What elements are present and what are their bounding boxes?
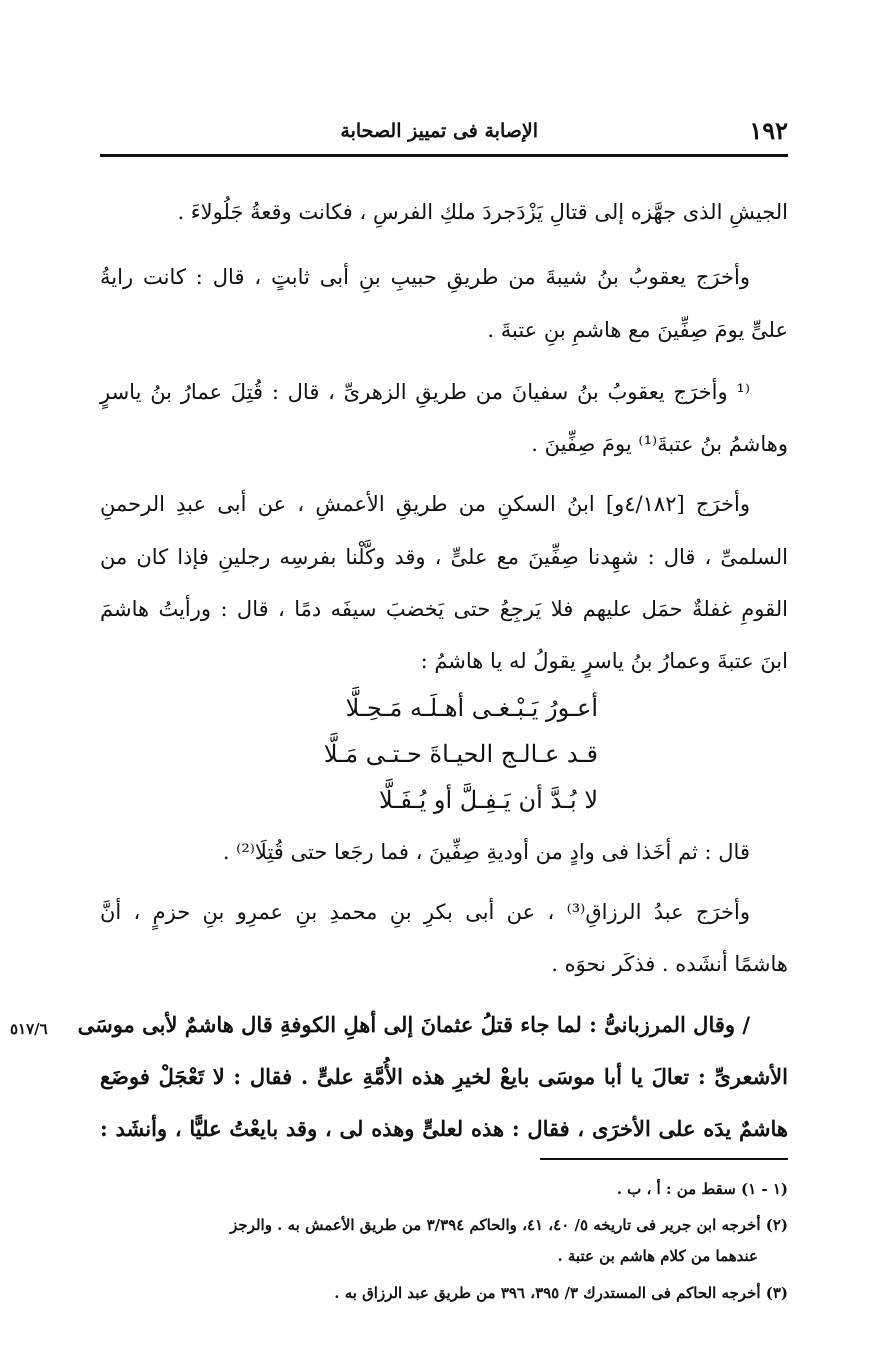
text-line: وأخرَج عبدُ الرزاقِ⁽³⁾ ، عن أبى بكرِ بنِ محمدِ بنِ عمرِو بنِ حزمٍ ، أنَّ bbox=[100, 900, 750, 924]
footnote: (٣) أخرجه الحاكم فى المستدرك ٣/ ٣٩٥، ٣٩٦ من طريق عبد الرزاق به . bbox=[334, 1284, 788, 1302]
footnote: عندهما من كلام هاشم بن عتبة . bbox=[557, 1247, 758, 1265]
text-line: / وقال المرزبانىُّ : لما جاء قتلُ عثمانَ إلى أهلِ الكوفةِ قال هاشمٌ لأبى موسَى bbox=[77, 1012, 750, 1037]
running-title: الإصابة فى تمييز الصحابة bbox=[340, 120, 538, 142]
text-line: الجيشِ الذى جهَّزه إلى قتالِ يَزْدَجردَ ملكِ الفرسِ ، فكانت وقعةُ جَلُولاءَ . bbox=[177, 200, 788, 224]
poem-verse: لا بُـدَّ أن يَـفِـلَّ أو يُـفَـلَّا bbox=[379, 786, 598, 814]
text-line: ابنَ عتبةَ وعمارُ بنُ ياسرٍ يقولُ له يا هاشمُ : bbox=[420, 649, 788, 673]
margin-reference: ٥١٧/٦ bbox=[10, 1020, 48, 1038]
footnote: (٢) أخرجه ابن جرير فى تاريخه ٥/ ٤٠، ٤١، والحاكم ٣/٣٩٤ من طريق الأعمش به . والرجز bbox=[230, 1216, 788, 1234]
text-line: هاشمًا أنشَده . فذكَر نحوَه . bbox=[551, 952, 788, 976]
text-line: ⁽¹ وأخرَج يعقوبُ بنُ سفيانَ من طريقِ الزهرىِّ ، قال : قُتِلَ عمارُ بنُ ياسرٍ bbox=[100, 380, 750, 404]
text-line: علىٍّ يومَ صِفِّينَ مع هاشمِ بنِ عتبةَ . bbox=[487, 318, 788, 342]
text-line: وهاشمُ بنُ عتبةَ⁽¹⁾ يومَ صِفِّينَ . bbox=[531, 432, 788, 456]
page-number: ١٩٢ bbox=[749, 116, 788, 145]
text-line: هاشمٌ يدَه على الأخرَى ، فقال : هذه لعلىٍّ وهذه لى ، وقد بايعْتُ عليًّا ، وأنشَد : bbox=[100, 1116, 788, 1141]
text-line: السلمىِّ ، قال : شهِدنا صِفِّينَ مع علىٍّ ، وقد وكَّلْنا بفرسِه رجلينِ فإذا كان من bbox=[100, 545, 788, 569]
header-rule bbox=[100, 154, 788, 157]
text-line: الأشعرىِّ : تعالَ يا أبا موسَى بايعْ لخيرِ هذه الأُمَّةِ علىٍّ . فقال : لا تَعْجَلْ فوضَع bbox=[100, 1064, 788, 1089]
poem-verse: أعـورُ يَـبْـغـى أهـلَـه مَـحِـلَّا bbox=[345, 694, 598, 722]
footnote: (١ - ١) سقط من : أ ، ب . bbox=[616, 1180, 788, 1198]
text-line: قال : ثم أخَذا فى وادٍ من أوديةِ صِفِّينَ ، فما رجَعا حتى قُتِلَا⁽²⁾ . bbox=[222, 840, 750, 864]
text-line: القومِ غفلةٌ حمَل عليهم فلا يَرجِعُ حتى يَخضبَ سيفَه دمًا ، قال : ورأيتُ هاشمَ bbox=[100, 597, 788, 621]
footnote-rule bbox=[540, 1158, 788, 1160]
page-header bbox=[100, 110, 788, 154]
poem-verse: قـد عـالـج الحيـاةَ حـتـى مَـلَّا bbox=[323, 740, 598, 768]
text-line: وأخرَج [٤/١٨٢و] ابنُ السكنِ من طريقِ الأعمشِ ، عن أبى عبدِ الرحمنِ bbox=[100, 492, 751, 516]
text-line: وأخرَج يعقوبُ بنُ شيبةَ من طريقِ حبيبِ بنِ أبى ثابتٍ ، قال : كانت رايةُ bbox=[100, 265, 750, 289]
